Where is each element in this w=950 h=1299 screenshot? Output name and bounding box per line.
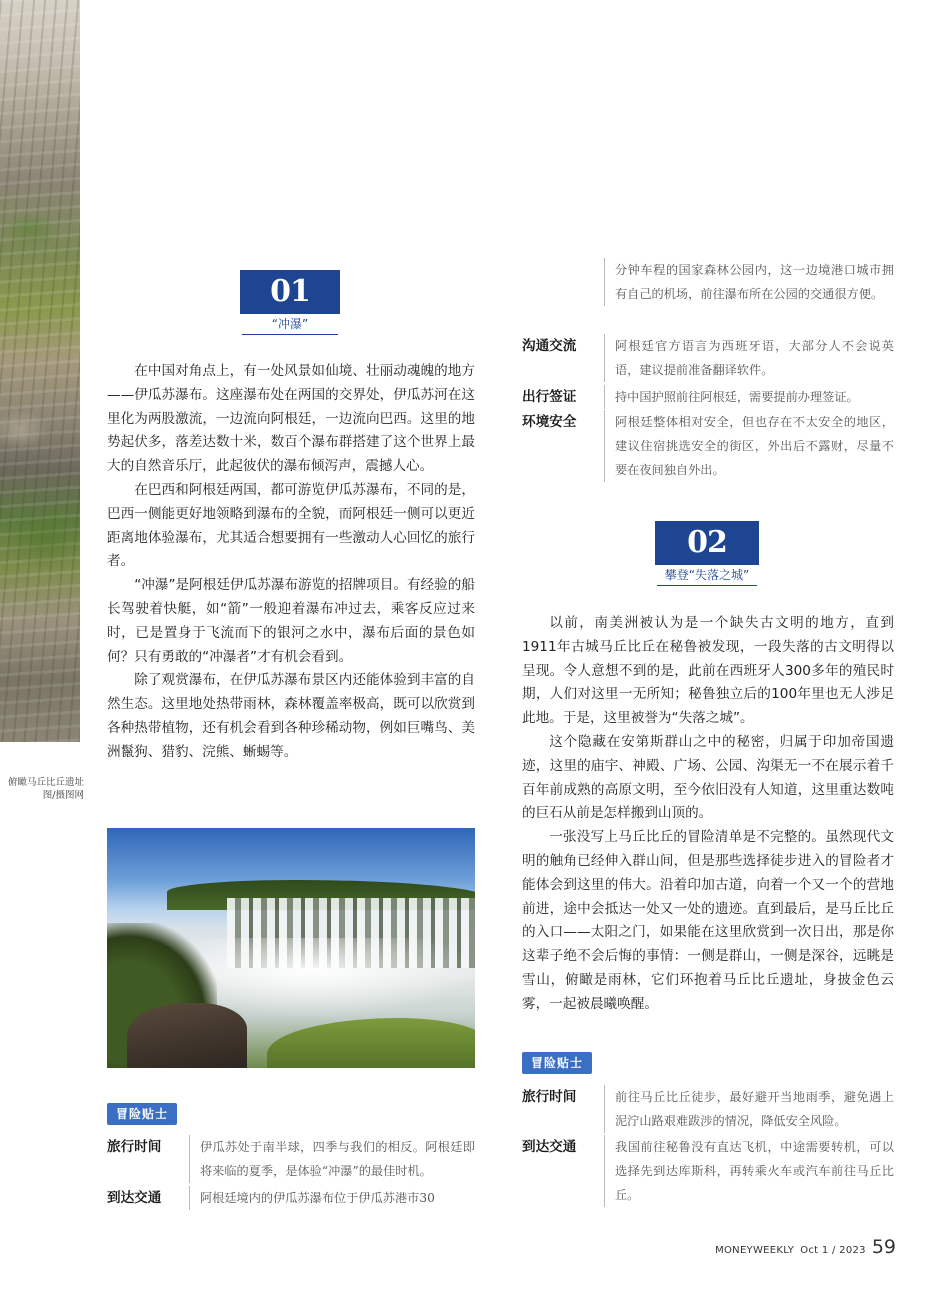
section1-paragraph-2: 在巴西和阿根廷两国，都可游览伊瓜苏瀑布，不同的是，巴西一侧能更好地领略到瀑布的全貌，而阿根廷一侧可以更近距离地体验瀑布，尤其适合想要拥有一些激动人心回忆的旅行者。 <box>107 481 475 570</box>
section2-tip-value: 我国前往秘鲁没有直达飞机，中途需要转机，可以选择先到达库斯科，再转乘火车或汽车前往马丘比丘。 <box>604 1135 894 1207</box>
section2-body <box>522 612 894 1017</box>
footer-issue-date: Oct 1 / 2023 <box>800 1245 866 1256</box>
section2-tip-key: 旅行时间 <box>522 1089 577 1105</box>
section2-label: 攀登“失落之城” <box>657 565 757 586</box>
section1-tip-key: 到达交通 <box>107 1190 162 1206</box>
section1-paragraph-4: 除了观赏瀑布，在伊瓜苏瀑布景区内还能体验到丰富的自然生态。这里地处热带雨林，森林覆盖率极高，既可以欣赏到各种热带植物，还有机会看到各种珍稀动物，例如巨嘴鸟、美洲鬣狗、猎豹、浣熊、蜥蜴等。 <box>107 672 475 760</box>
right-tip-value: 阿根廷官方语言为西班牙语，大部分人不会说英语，建议提前准备翻译软件。 <box>604 334 894 382</box>
right-tip-row <box>522 385 894 409</box>
section2-tip-row <box>522 1085 894 1133</box>
section2-tip-value: 前往马丘比丘徒步，最好避开当地雨季，避免遇上泥泞山路艰难跋涉的情况，降低安全风险。 <box>604 1085 894 1133</box>
side-photo-credit: 图/摄图网 <box>42 790 84 801</box>
right-tip-key: 环境安全 <box>522 414 577 430</box>
section1-header <box>240 270 340 335</box>
section2-paragraph-1: 以前，南美洲被认为是一个缺失古文明的地方，直到1911年古城马丘比丘在秘鲁被发现，一段失落的古文明得以呈现。令人意想不到的是，此前在西班牙人300多年的殖民时期，人们对这里一无所知；秘鲁独立后的100年里也无人涉足此地。于是，这里被誉为“失落之城”。 <box>522 615 894 727</box>
section1-tip-value: 伊瓜苏处于南半球，四季与我们的相反。阿根廷即将来临的夏季，是体验“冲瀑”的最佳时机。 <box>189 1135 475 1183</box>
right-tip-row <box>522 410 894 482</box>
section1-tip-row <box>107 1186 475 1210</box>
section1-paragraph-3: “冲瀑”是阿根廷伊瓜苏瀑布游览的招牌项目。有经验的船长驾驶着快艇，如“箭”一般迎着瀑布冲过去，乘客反应过来时，已是置身于飞流而下的银河之水中，瀑布后面的景色如何？只有勇敢的“冲瀑者”才有机会看到。 <box>107 577 475 665</box>
section2-tip-key: 到达交通 <box>522 1139 577 1155</box>
footer-page-number: 59 <box>871 1236 896 1258</box>
section1-tip-value: 阿根廷境内的伊瓜苏瀑布位于伊瓜苏港市30 <box>189 1186 435 1210</box>
machu-picchu-side-photo <box>0 0 80 742</box>
right-tip-value: 阿根廷整体相对安全，但也存在不太安全的地区，建议住宿挑选安全的街区，外出后不露财，尽量不要在夜间独自外出。 <box>604 410 894 482</box>
right-tip-key <box>522 258 604 306</box>
right-tip-key: 出行签证 <box>522 389 577 405</box>
section2-header <box>655 521 759 586</box>
right-tip-row <box>522 258 894 306</box>
section1-body <box>107 360 475 765</box>
section2-tip-row <box>522 1135 894 1207</box>
section1-tips-badge: 冒险贴士 <box>107 1103 177 1125</box>
section1-label: “冲瀑” <box>242 314 338 335</box>
section1-tip-row <box>107 1135 475 1183</box>
page-footer <box>715 1236 896 1258</box>
right-tip-value: 持中国护照前往阿根廷，需要提前办理签证。 <box>604 385 859 409</box>
section2-tips-badge: 冒险贴士 <box>522 1052 592 1074</box>
section2-number: 02 <box>655 521 759 565</box>
section1-paragraph-1: 在中国对角点上，有一处风景如仙境、壮丽动魂魄的地方——伊瓜苏瀑布。这座瀑布处在两国的交界处，伊瓜苏河在这里化为两股激流，一边流向阿根廷，一边流向巴西。这里的地势起伏多，落差达数十米，数百个瀑布群搭建了这个世界上最大的自然音乐厅，此起彼伏的瀑布倾泻声，震撼人心。 <box>107 363 475 475</box>
right-tip-row <box>522 334 894 382</box>
right-tip-key: 沟通交流 <box>522 338 577 354</box>
right-tip-value: 分钟车程的国家森林公园内，这一边境港口城市拥有自己的机场，前往瀑布所在公园的交通很方便。 <box>604 258 894 306</box>
section1-tip-key: 旅行时间 <box>107 1139 162 1155</box>
footer-magazine-name: MONEYWEEKLY <box>715 1245 795 1256</box>
iguazu-falls-photo <box>107 828 475 1068</box>
section1-number: 01 <box>240 270 340 314</box>
section2-paragraph-2: 这个隐藏在安第斯群山之中的秘密，归属于印加帝国遗迹，这里的庙宇、神殿、广场、公园、沟渠无一不在展示着千百年前成熟的高原文明，至今依旧没有人知道，这里重达数吨的巨石从前是怎样搬到山顶的。 <box>522 733 894 822</box>
section2-paragraph-3: 一张没写上马丘比丘的冒险清单是不完整的。虽然现代文明的触角已经伸入群山间，但是那些选择徒步进入的冒险者才能体会到这里的伟大。沿着印加古道，向着一个又一个的营地前进，途中会抵达一处又一处的遗迹。直到最后，是马丘比丘的入口——太阳之门，如果能在这里欣赏到一次日出，那是你这辈子绝不会后悔的事情：一侧是群山，一侧是深谷，远眺是雪山，俯瞰是雨林，它们环抱着马丘比丘遗址，身披金色云雾，一起被晨曦唤醒。 <box>522 829 894 1012</box>
side-photo-caption-text: 俯瞰马丘比丘遗址 <box>7 777 84 788</box>
side-photo-caption <box>0 776 84 802</box>
